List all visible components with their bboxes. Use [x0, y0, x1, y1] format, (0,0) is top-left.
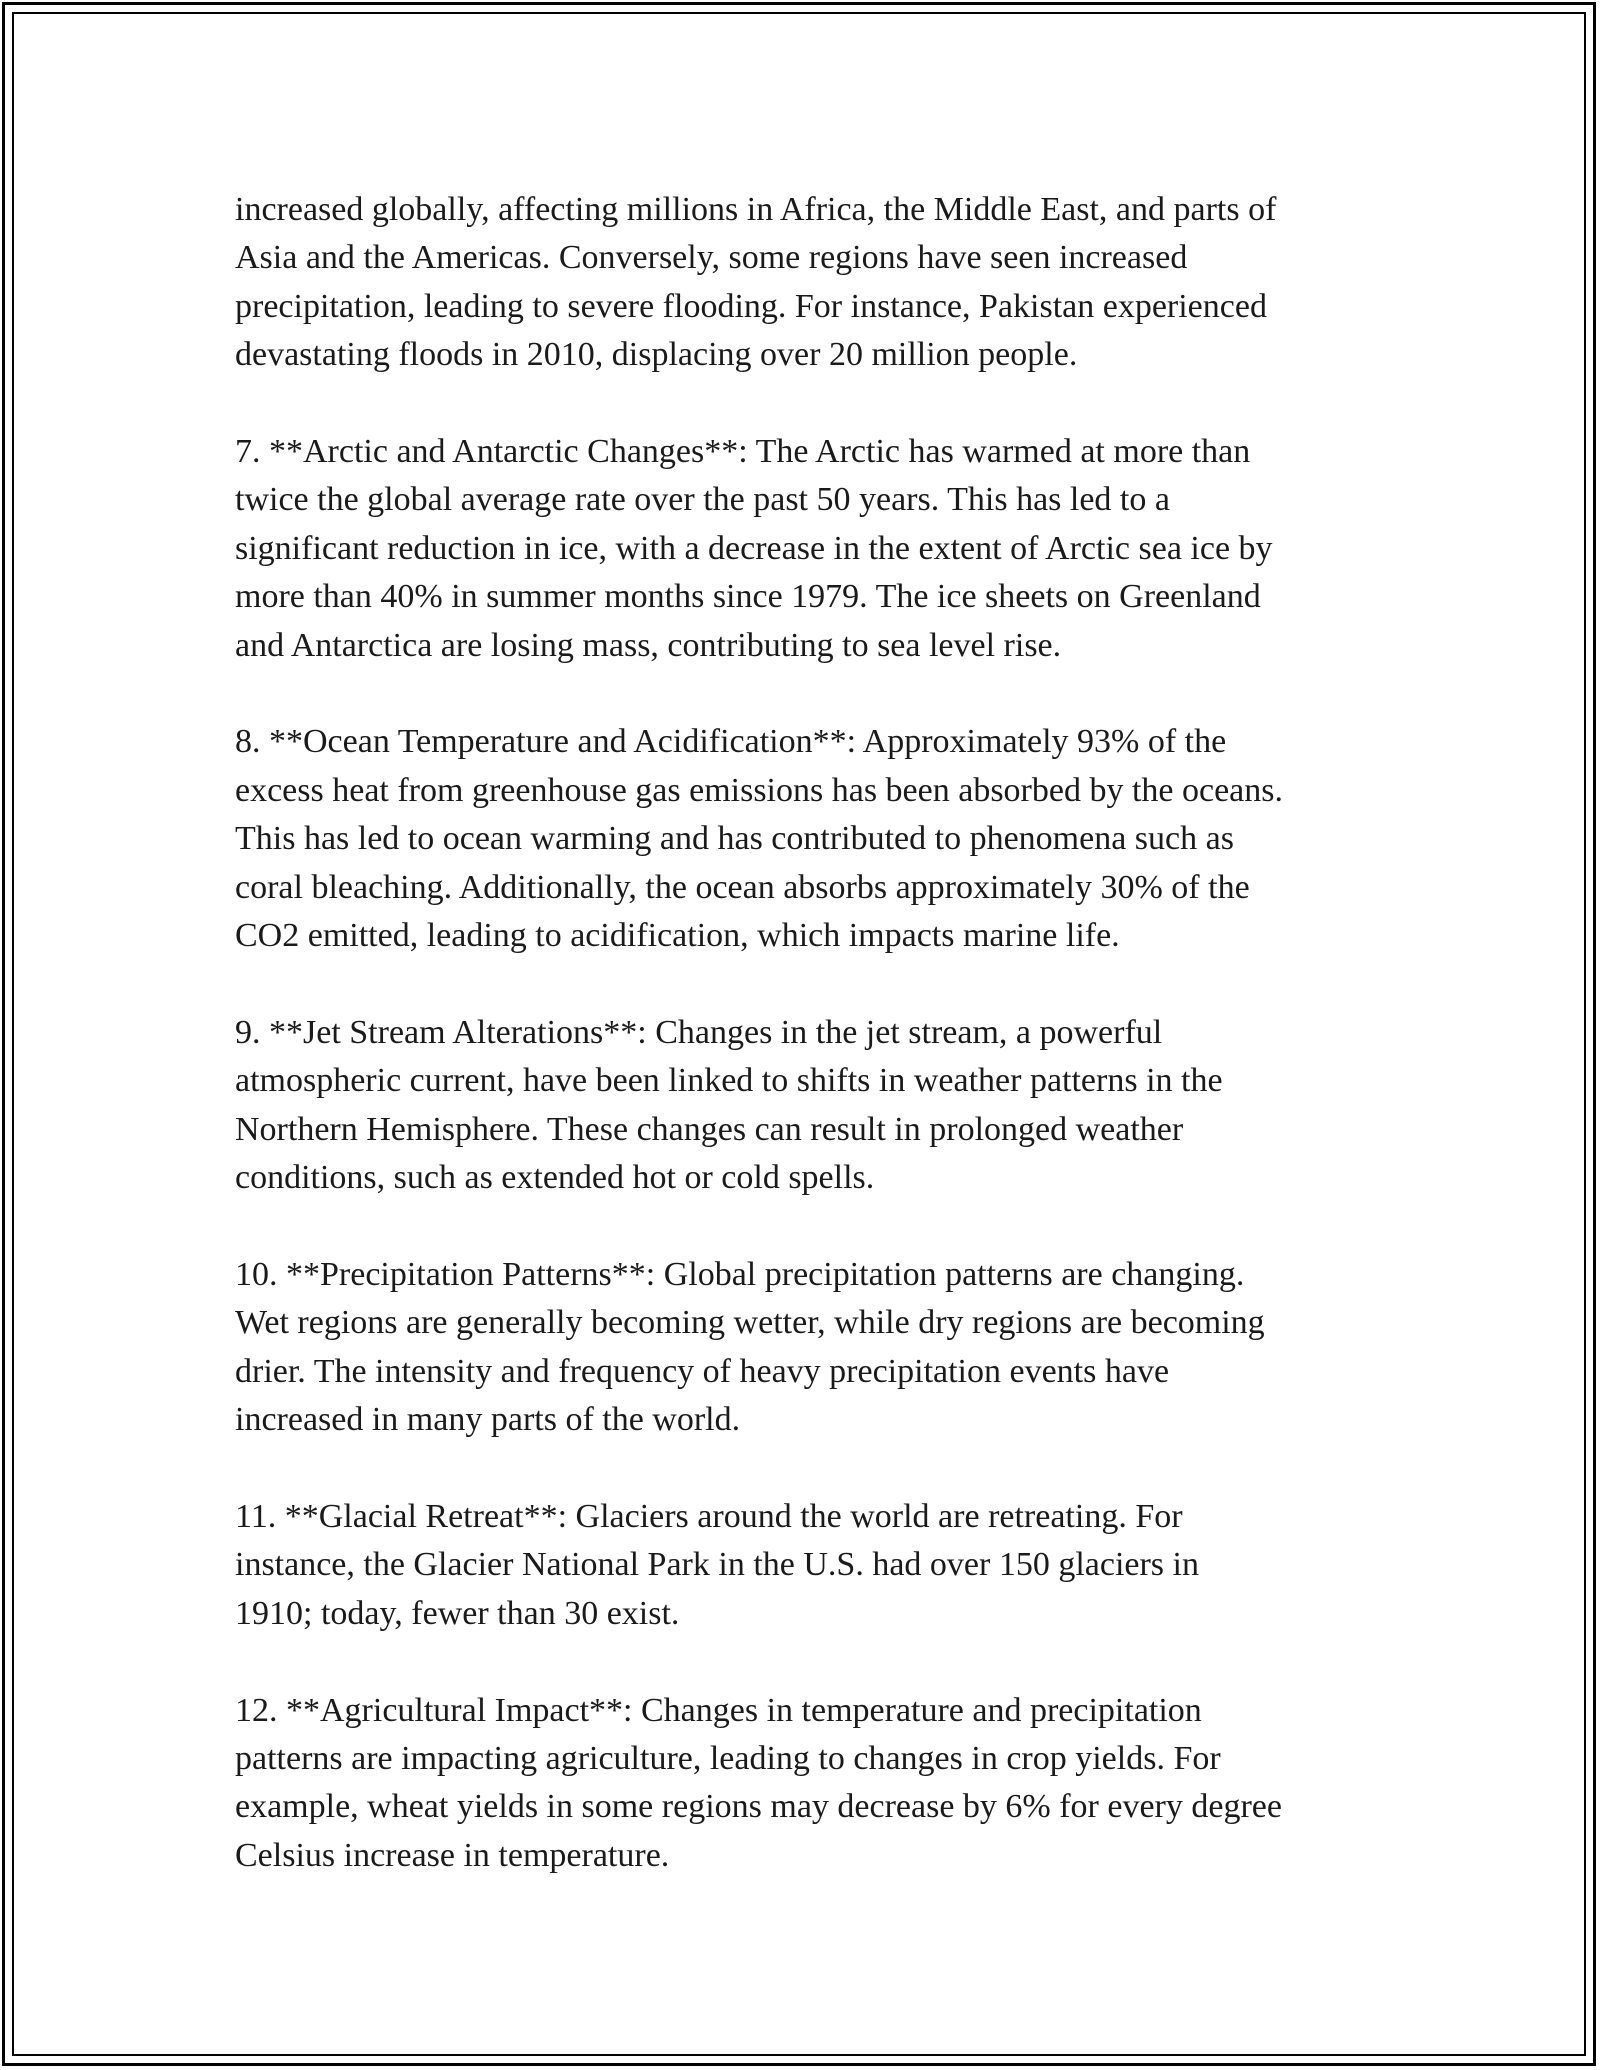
paragraph-precipitation-patterns: [235, 1251, 1385, 1445]
text-line: atmospheric current, have been linked to shifts in weather patterns in the: [235, 1062, 1223, 1100]
text-line: significant reduction in ice, with a decrease in the extent of Arctic sea ice by: [235, 529, 1273, 567]
text-line: CO2 emitted, leading to acidification, which impacts marine life.: [235, 917, 1120, 955]
text-line: Asia and the Americas. Conversely, some regions have seen increased: [235, 239, 1188, 277]
text-line: Northern Hemisphere. These changes can result in prolonged weather: [235, 1110, 1184, 1148]
text-line: instance, the Glacier National Park in the U.S. had over 150 glaciers in: [235, 1546, 1199, 1584]
paragraph-arctic-antarctic-changes: [235, 428, 1385, 670]
text-line: 7. **Arctic and Antarctic Changes**: The Arctic has warmed at more than: [235, 433, 1251, 471]
document-body: [235, 186, 1385, 1929]
text-line: 1910; today, fewer than 30 exist.: [235, 1594, 680, 1632]
paragraph-continuation: [235, 186, 1385, 380]
text-line: Celsius increase in temperature.: [235, 1836, 670, 1874]
text-line: 11. **Glacial Retreat**: Glaciers around the world are retreating. For: [235, 1497, 1183, 1535]
text-line: coral bleaching. Additionally, the ocean absorbs approximately 30% of the: [235, 868, 1250, 906]
text-line: 9. **Jet Stream Alterations**: Changes in the jet stream, a powerful: [235, 1013, 1163, 1051]
text-line: more than 40% in summer months since 1979. The ice sheets on Greenland: [235, 578, 1261, 616]
text-line: twice the global average rate over the past 50 years. This has led to a: [235, 481, 1170, 519]
text-line: patterns are impacting agriculture, leading to changes in crop yields. For: [235, 1739, 1221, 1777]
text-line: increased in many parts of the world.: [235, 1401, 741, 1439]
text-line: devastating floods in 2010, displacing over 20 million people.: [235, 336, 1078, 374]
paragraph-glacial-retreat: [235, 1493, 1385, 1638]
text-line: 8. **Ocean Temperature and Acidification**: Approximately 93% of the: [235, 723, 1227, 761]
paragraph-agricultural-impact: [235, 1687, 1385, 1881]
paragraph-ocean-temperature: [235, 718, 1385, 960]
paragraph-jet-stream: [235, 1009, 1385, 1203]
text-line: example, wheat yields in some regions may decrease by 6% for every degree: [235, 1788, 1282, 1826]
text-line: Wet regions are generally becoming wetter, while dry regions are becoming: [235, 1304, 1265, 1342]
text-line: increased globally, affecting millions in Africa, the Middle East, and parts of: [235, 191, 1277, 228]
text-line: 10. **Precipitation Patterns**: Global precipitation patterns are changing.: [235, 1255, 1245, 1293]
text-line: 12. **Agricultural Impact**: Changes in temperature and precipitation: [235, 1691, 1202, 1729]
text-line: and Antarctica are losing mass, contributing to sea level rise.: [235, 626, 1062, 664]
text-line: precipitation, leading to severe flooding. For instance, Pakistan experienced: [235, 287, 1267, 325]
text-line: This has led to ocean warming and has contributed to phenomena such as: [235, 820, 1234, 858]
text-line: drier. The intensity and frequency of heavy precipitation events have: [235, 1352, 1170, 1390]
text-line: conditions, such as extended hot or cold spells.: [235, 1159, 875, 1197]
text-line: excess heat from greenhouse gas emissions has been absorbed by the oceans.: [235, 771, 1284, 809]
